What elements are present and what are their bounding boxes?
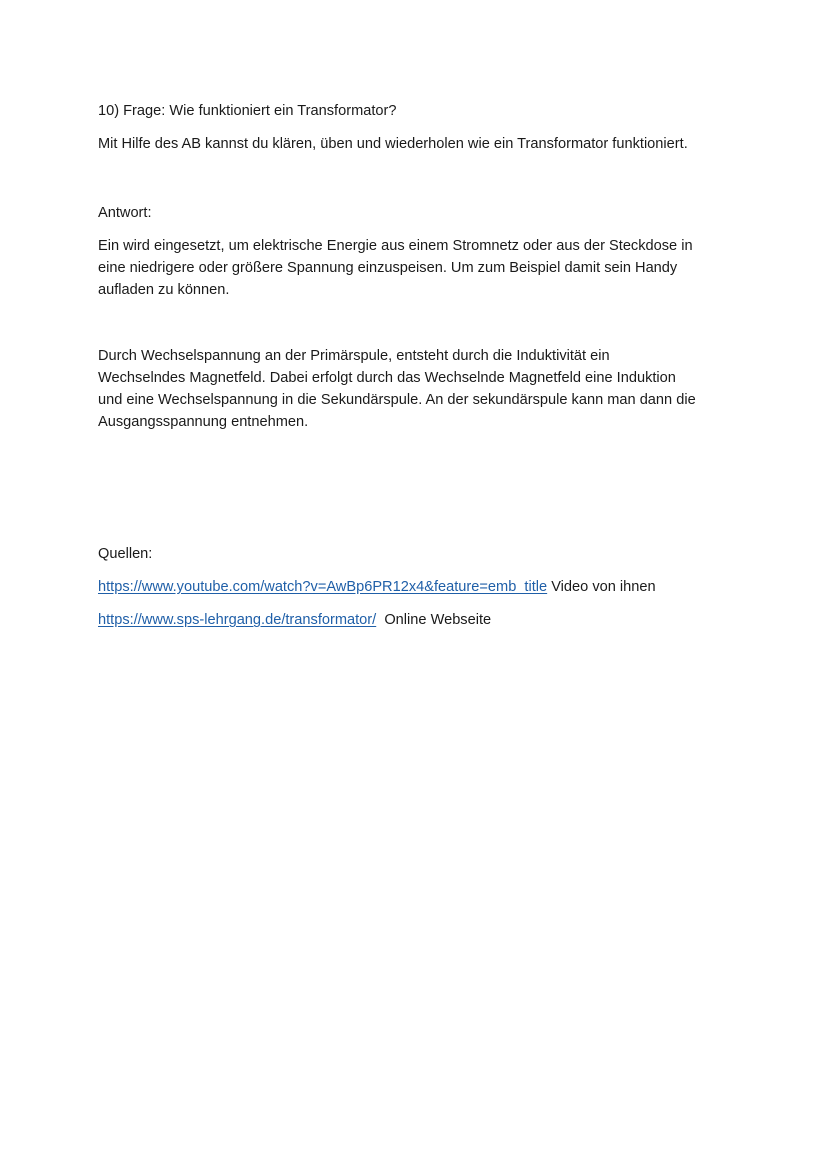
answer-paragraph-1 [98,235,738,301]
sources-label: Quellen: [98,546,153,562]
paragraph-line: Ausgangsspannung entnehmen. [98,414,309,430]
answer-paragraph-2 [98,345,738,433]
source-note: Video von ihnen [547,579,656,595]
question-heading: 10) Frage: Wie funktioniert ein Transformator? [98,103,397,119]
answer-label: Antwort: [98,205,152,221]
paragraph-line: und eine Wechselspannung in die Sekundärspule. An der sekundärspule kann man dann die [98,392,696,408]
paragraph-line: Durch Wechselspannung an der Primärspule, entsteht durch die Induktivität ein [98,348,610,364]
paragraph-line: eine niedrigere oder größere Spannung einzuspeisen. Um zum Beispiel damit sein Handy [98,260,678,276]
document-body [98,100,738,642]
intro-text: Mit Hilfe des AB kannst du klären, üben und wiederholen wie ein Transformator funktioniert. [98,136,688,152]
paragraph-line: Wechselndes Magnetfeld. Dabei erfolgt durch das Wechselnde Magnetfeld eine Induktion [98,370,676,386]
paragraph-line: aufladen zu können. [98,282,230,298]
paragraph-line: Ein wird eingesetzt, um elektrische Energie aus einem Stromnetz oder aus der Steckdose in [98,238,693,254]
source-item-youtube [98,576,738,598]
source-item-sps-lehrgang [98,609,738,631]
source-link-sps-lehrgang[interactable]: https://www.sps-lehrgang.de/transformator/ [98,612,377,628]
source-link-youtube[interactable]: https://www.youtube.com/watch?v=AwBp6PR12x4&feature=emb_title [98,579,548,595]
source-note: Online Webseite [376,612,492,628]
